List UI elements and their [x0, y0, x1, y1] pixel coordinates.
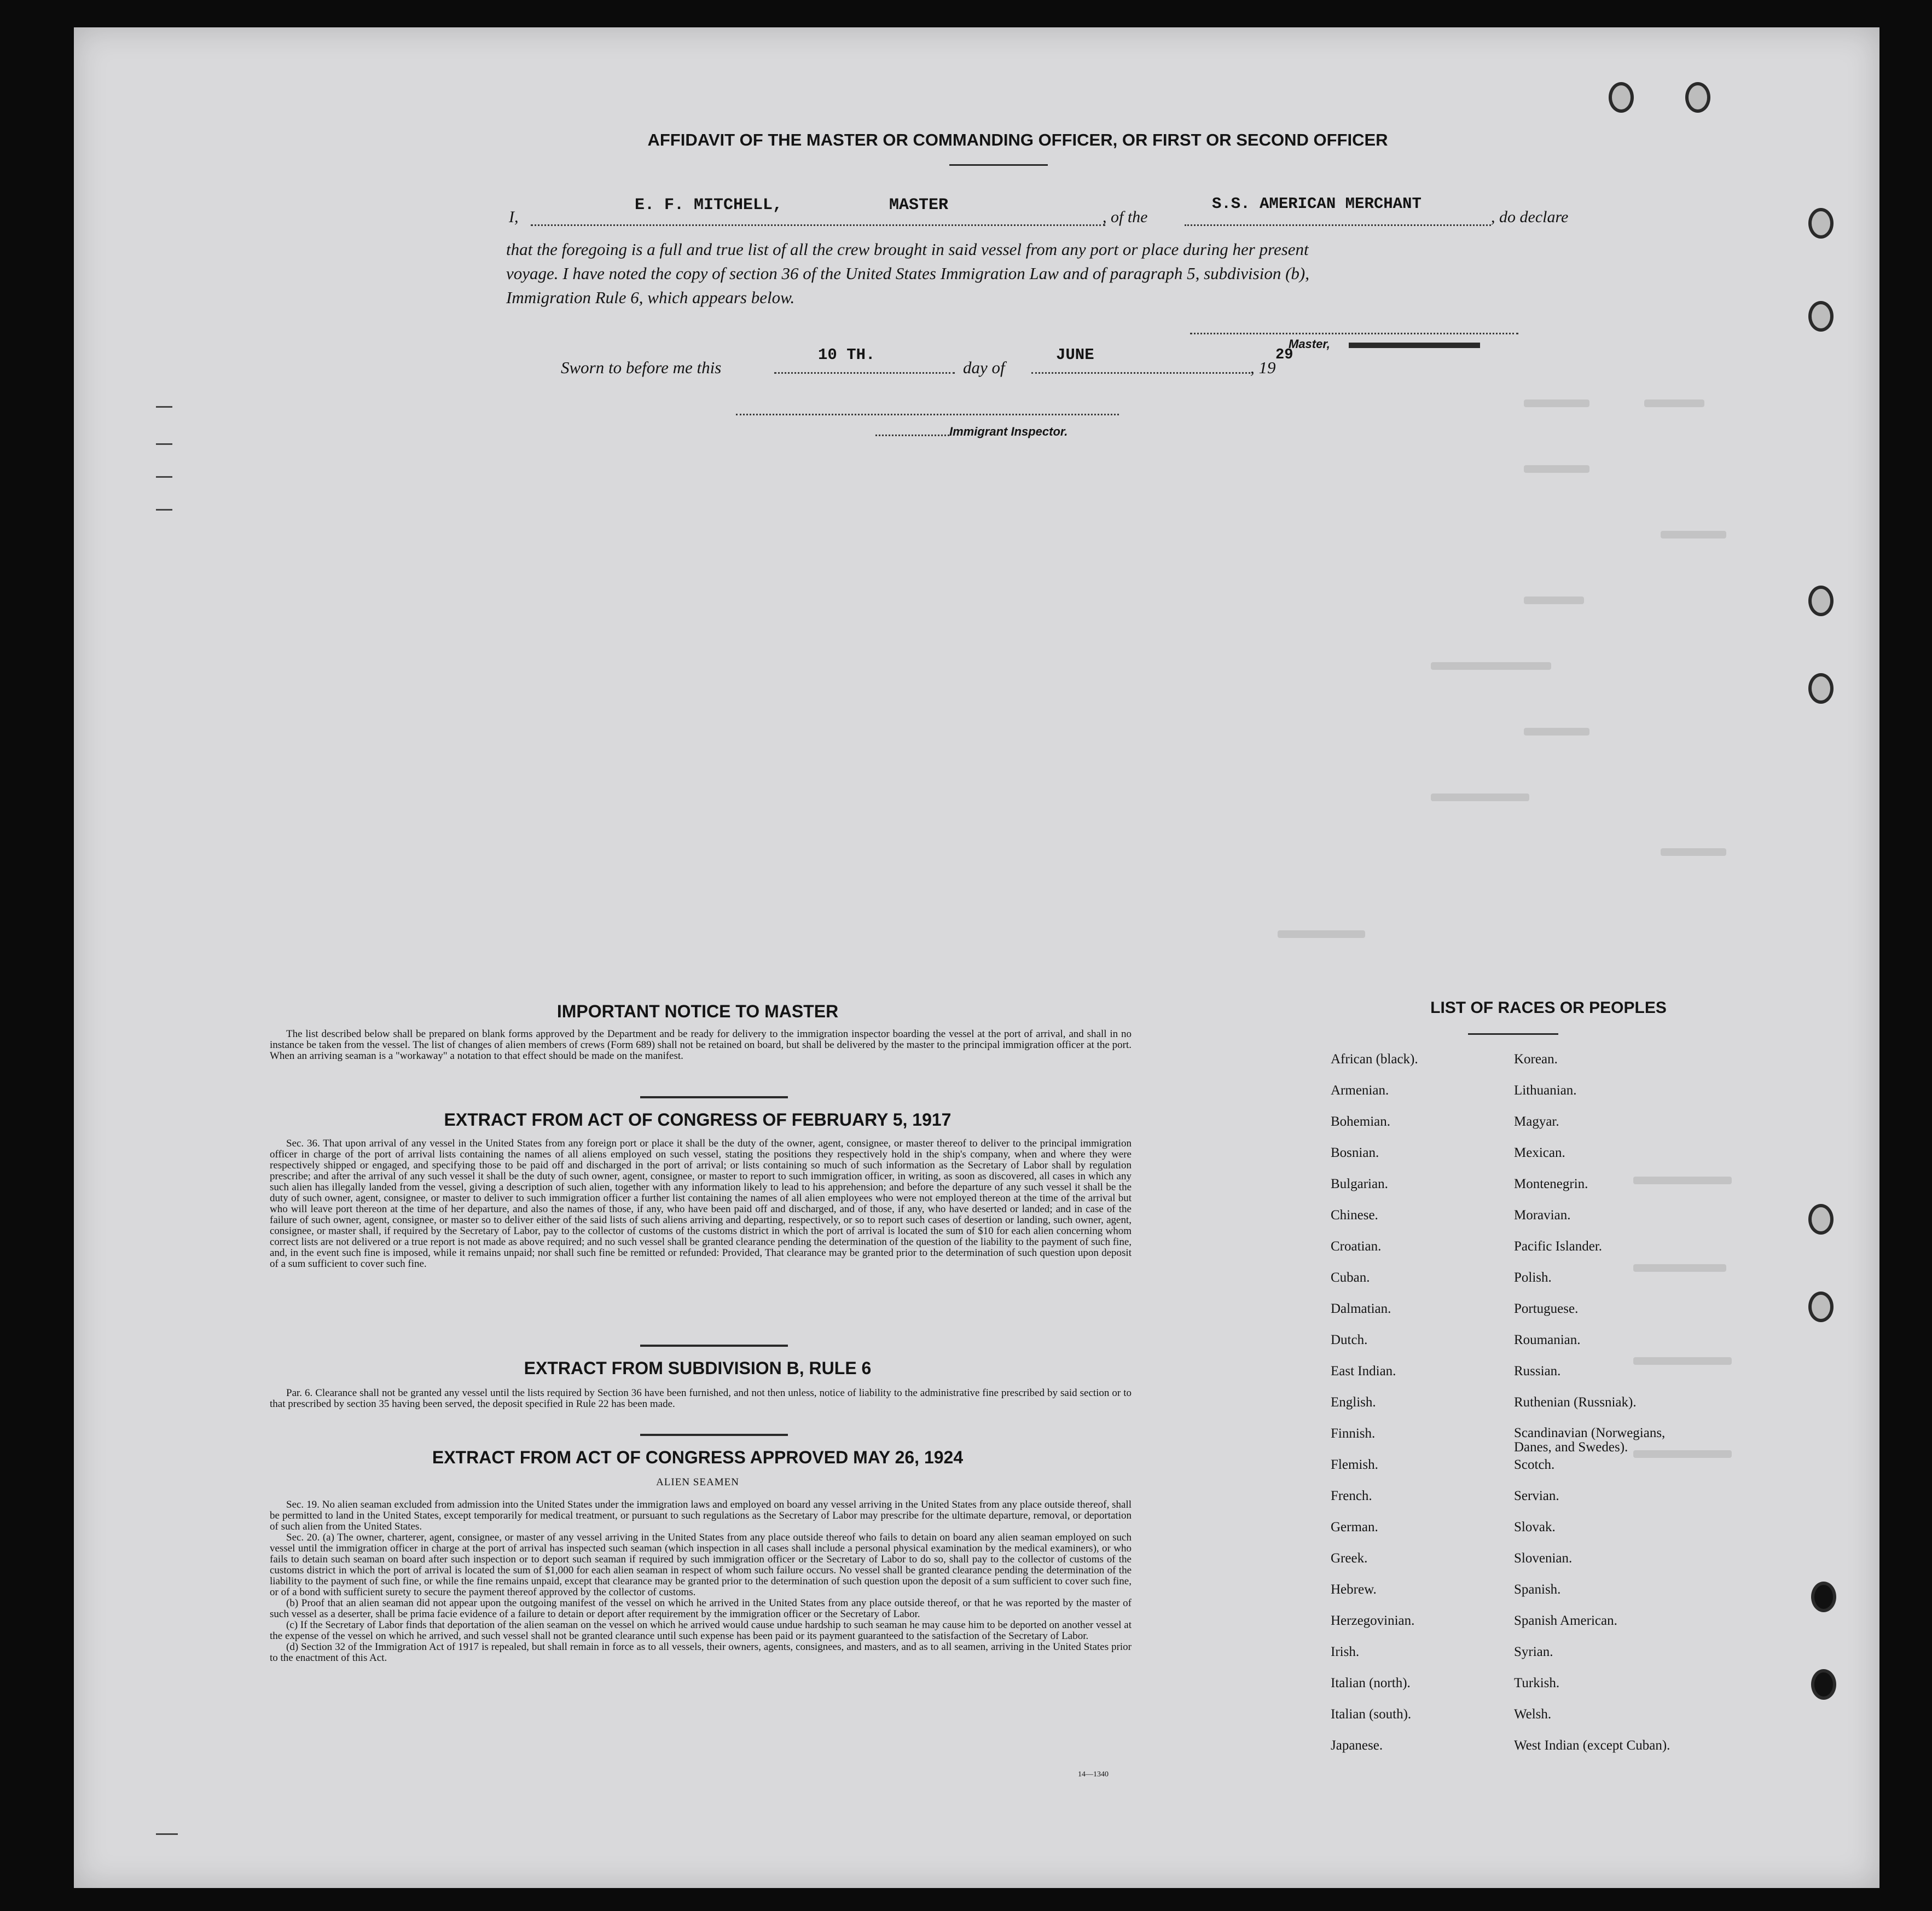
- race-item: Korean.: [1514, 1052, 1558, 1067]
- race-item: Mexican.: [1514, 1145, 1565, 1160]
- race-item: Montenegrin.: [1514, 1177, 1588, 1191]
- section-rule: [640, 1096, 788, 1098]
- race-item: Polish.: [1514, 1270, 1552, 1285]
- races-title-rule: [1468, 1033, 1558, 1035]
- race-item: Finnish.: [1331, 1426, 1376, 1441]
- race-item: Slovenian.: [1514, 1551, 1573, 1566]
- sworn-month: JUNE: [1056, 346, 1094, 364]
- race-item: Dalmatian.: [1331, 1301, 1391, 1316]
- struck-out-text: [1349, 343, 1480, 348]
- race-item: Dutch.: [1331, 1333, 1368, 1347]
- race-item: Italian (north).: [1331, 1676, 1411, 1690]
- inspector-signature-line-short: [875, 431, 949, 436]
- extract-1924-title: EXTRACT FROM ACT OF CONGRESS APPROVED MAY 26, 1924: [432, 1447, 964, 1467]
- notice-title: IMPORTANT NOTICE TO MASTER: [556, 1001, 839, 1021]
- race-item: West Indian (except Cuban).: [1514, 1738, 1670, 1753]
- master-name: E. F. MITCHELL,: [635, 196, 783, 215]
- race-item: Turkish.: [1514, 1676, 1560, 1690]
- sec-19-paragraph: Sec. 19. No alien seaman excluded from admission into the United States under the immigration laws and employed on board any vessel arriving in the United States from any place outside thereof, shall be permitted to land in the United States, except temporarily for medical treatment, or pursuant to such regulations as the Secretary of Labor may prescribe for the ultimate departure, removal, or deportation of such alien from the United States.: [270, 1499, 1132, 1532]
- race-item: Magyar.: [1514, 1114, 1559, 1129]
- do-declare-label: , do declare: [1491, 208, 1569, 226]
- affidavit-line-3: Immigration Rule 6, which appears below.: [506, 288, 795, 307]
- race-item: German.: [1331, 1520, 1378, 1534]
- title-rule: [949, 164, 1048, 166]
- race-item: Ruthenian (Russniak).: [1514, 1395, 1637, 1410]
- race-item: Welsh.: [1514, 1707, 1552, 1722]
- affidavit-title: AFFIDAVIT OF THE MASTER OR COMMANDING OFFICER, OR FIRST OR SECOND OFFICER: [647, 130, 1388, 149]
- master-rank: MASTER: [889, 196, 949, 215]
- punch-hole: [1808, 1292, 1834, 1322]
- notice-paragraph: The list described below shall be prepared on blank forms approved by the Department and be ready for delivery to the immigration inspector boarding the vessel at the port of arrival, and shall in no instance be taken from the vessel. The list of changes of alien members of crews (Form 689) shall not be retained on board, but shall be delivered by the master to the principal immigration officer at the port. When an arriving seaman is a "workaway" a notation to that effect should be made on the manifest.: [270, 1028, 1132, 1062]
- sworn-day: 10 TH.: [818, 346, 875, 364]
- day-of-label: day of: [963, 358, 1005, 377]
- race-item: Roumanian.: [1514, 1333, 1581, 1347]
- race-item: Scandinavian (Norwegians, Danes, and Swedes).: [1514, 1426, 1666, 1455]
- bleed-through-mark: [1278, 930, 1365, 938]
- race-item: Cuban.: [1331, 1270, 1370, 1285]
- bleed-through-mark: [1524, 399, 1589, 407]
- race-item: Herzegovinian.: [1331, 1613, 1415, 1628]
- punch-hole: [1808, 301, 1834, 332]
- bleed-through-mark: [1661, 848, 1726, 856]
- bleed-through-mark: [1431, 662, 1551, 670]
- race-item: Russian.: [1514, 1364, 1561, 1379]
- extract-1917-title: EXTRACT FROM ACT OF CONGRESS OF FEBRUARY 5, 1917: [444, 1110, 952, 1130]
- extract-1924-body: [270, 1499, 1132, 1664]
- extract-1917-body: [270, 1138, 1132, 1270]
- document-page: [74, 27, 1879, 1888]
- margin-mark: [156, 509, 172, 511]
- sworn-label: Sworn to before me this: [561, 358, 722, 377]
- race-item: Flemish.: [1331, 1457, 1378, 1472]
- inspector-signature-line: [736, 410, 1119, 415]
- punch-hole: [1685, 82, 1710, 113]
- margin-mark: [156, 476, 172, 478]
- affidavit-line-1: that the foregoing is a full and true list of all the crew brought in said vessel from any port or place during her present: [506, 240, 1309, 259]
- race-item: Portuguese.: [1514, 1301, 1579, 1316]
- sec-20c-paragraph: (c) If the Secretary of Labor finds that deportation of the alien seaman on the vessel on which he arrived would cause undue hardship to such seaman he may cause him to be deported on another vessel at the expense of the vessel on which he arrived, and such vessel shall not be granted clearance until such expense has been paid or its payment guaranteed to the satisfaction of the Secretary of Labor.: [270, 1619, 1132, 1642]
- bleed-through-mark: [1524, 728, 1589, 736]
- race-item: Irish.: [1331, 1644, 1360, 1659]
- sworn-year: 29: [1275, 347, 1293, 363]
- punch-hole: [1811, 1582, 1836, 1612]
- margin-mark: [156, 406, 172, 408]
- bleed-through-mark: [1431, 794, 1529, 801]
- section-rule: [640, 1434, 788, 1436]
- race-item: French.: [1331, 1489, 1372, 1503]
- race-item: Japanese.: [1331, 1738, 1383, 1753]
- master-signature-label: Master,: [1289, 337, 1330, 351]
- sec-20d-paragraph: (d) Section 32 of the Immigration Act of 1917 is repealed, but shall remain in force as to all vessels, their owners, agents, consignees, and masters, and as to all seamen, arriving in the United States prior to the enactment of this Act.: [270, 1641, 1132, 1664]
- affidavit-line-2: voyage. I have noted the copy of section 36 of the United States Immigration Law and of paragraph 5, subdivision (b),: [506, 264, 1309, 283]
- race-item: Pacific Islander.: [1514, 1239, 1603, 1254]
- punch-hole: [1808, 1204, 1834, 1235]
- race-item: Syrian.: [1514, 1644, 1553, 1659]
- race-item: Bulgarian.: [1331, 1177, 1388, 1191]
- bleed-through-mark: [1633, 1357, 1732, 1365]
- race-item: Lithuanian.: [1514, 1083, 1577, 1098]
- race-item: Chinese.: [1331, 1208, 1378, 1223]
- sec-20a-paragraph: Sec. 20. (a) The owner, charterer, agent, consignee, or master of any vessel arriving in the United States from any place outside thereof who fails to detain on board any alien seaman employed on such vessel until the immigration officer in charge at the port of arrival has inspected such seaman (which inspection in all cases shall include a personal physical examination by the medical examiners), or who fails to detain such seaman on board after such inspection or to deport such seaman if required by such immigration officer or the Secretary of Labor to do so, shall pay to the collector of customs of the customs district in which the port of arrival is located the sum of $1,000 for each alien seaman in respect of whom such failure occurs. No vessel shall be granted clearance pending the determination of the liability to the payment of such fine, or while the fine remains unpaid, except that clearance may be granted prior to the determination of such question upon the deposit of a sum sufficient to cover such fine, or of a bond with sufficient surety to secure the payment thereof approved by the collector of customs.: [270, 1532, 1132, 1598]
- sec-20b-paragraph: (b) Proof that an alien seaman did not appear upon the outgoing manifest of the vessel on which he arrived in the United States from any place outside thereof, or that he was reported by the master of such vessel as a deserter, shall be prima facie evidence of a failure to detain or deport after requirement by the immigration officer or the Secretary of Labor.: [270, 1597, 1132, 1620]
- vessel-name: S.S. AMERICAN MERCHANT: [1212, 195, 1422, 213]
- race-item: Scotch.: [1514, 1457, 1555, 1472]
- extract-rule-6-title: EXTRACT FROM SUBDIVISION B, RULE 6: [524, 1358, 872, 1378]
- form-number: 14—1340: [1078, 1770, 1109, 1779]
- bleed-through-mark: [1633, 1264, 1726, 1272]
- race-item: English.: [1331, 1395, 1376, 1410]
- race-item: Slovak.: [1514, 1520, 1556, 1534]
- margin-mark: [156, 1833, 178, 1835]
- master-name-line: [531, 198, 1105, 226]
- notice-body: [270, 1029, 1132, 1062]
- punch-hole: [1808, 673, 1834, 704]
- bleed-through-mark: [1633, 1177, 1732, 1184]
- punch-hole: [1808, 208, 1834, 239]
- race-item: Servian.: [1514, 1489, 1559, 1503]
- bleed-through-mark: [1661, 531, 1726, 538]
- inspector-label: Immigrant Inspector.: [949, 425, 1068, 438]
- race-item: Croatian.: [1331, 1239, 1382, 1254]
- of-the-label: , of the: [1103, 208, 1148, 226]
- bleed-through-mark: [1524, 465, 1589, 473]
- race-item: African (black).: [1331, 1052, 1418, 1067]
- master-signature-line: [1190, 329, 1518, 334]
- race-item: Moravian.: [1514, 1208, 1571, 1223]
- race-item: Armenian.: [1331, 1083, 1389, 1098]
- bleed-through-mark: [1644, 399, 1704, 407]
- alien-seamen-subtitle: ALIEN SEAMEN: [656, 1476, 739, 1488]
- race-item: Bosnian.: [1331, 1145, 1379, 1160]
- race-item: Italian (south).: [1331, 1707, 1412, 1722]
- margin-mark: [156, 443, 172, 445]
- year-prefix: , 19: [1250, 358, 1276, 377]
- affidavit-i-label: I,: [509, 208, 519, 226]
- par-6-paragraph: Par. 6. Clearance shall not be granted any vessel until the lists required by Section 36 have been furnished, and not then unless, notice of liability to the administrative fine prescribed by said section or to that prescribed by section 35 having been served, the deposit specified in Rule 22 has been made.: [270, 1387, 1132, 1410]
- race-item: Bohemian.: [1331, 1114, 1391, 1129]
- extract-rule-6-body: [270, 1388, 1132, 1410]
- race-item: Spanish American.: [1514, 1613, 1617, 1628]
- punch-hole: [1609, 82, 1634, 113]
- race-item: East Indian.: [1331, 1364, 1396, 1379]
- race-item: Spanish.: [1514, 1582, 1561, 1597]
- section-rule: [640, 1345, 788, 1347]
- punch-hole: [1811, 1669, 1836, 1700]
- race-item: Hebrew.: [1331, 1582, 1377, 1597]
- race-item: Greek.: [1331, 1551, 1368, 1566]
- punch-hole: [1808, 586, 1834, 616]
- races-title: LIST OF RACES OR PEOPLES: [1430, 999, 1667, 1017]
- sec-36-paragraph: Sec. 36. That upon arrival of any vessel in the United States from any foreign port or place it shall be the duty of the owner, agent, consignee, or master thereof to deliver to the principal immigration officer in charge of the port of arrival lists containing the names of all aliens employed on such vessel, stating the positions they respectively hold in the ship's company, when and where they were respectively shipped or engaged, and specifying those to be paid off and discharged in the port of arrival; or lists containing so much of such information as the Secretary of Labor shall by regulation prescribe; and after the arrival of any such vessel it shall be the duty of such owner, agent, consignee, or master to report to such immigration officer, in writing, as soon as discovered, all cases in which any such alien has illegally landed from the vessel, giving a description of such alien, together with any information likely to lead to his apprehension; and before the departure of any such vessel it shall be the duty of such owner, agent, consignee, or master to deliver to such immigration officer a further list containing the names of all alien employees who were not employed thereon at the time of the arrival but who will leave port thereon at the time of her departure, and also the names of those, if any, who have been paid off and discharged, and of those, if any, who have deserted or landed; and in case of the failure of such owner, agent, consignee, or master so to deliver either of the said lists of such aliens arriving and departing, respectively, or so to report such cases of desertion or landing, such owner, agent, consignee, or master shall, if required by the Secretary of Labor, pay to the collector of customs of the customs district in which the port of arrival is located the sum of $10 for each alien concerning whom correct lists are not delivered or a true report is not made as above required; and no such vessel shall be granted clearance pending the determination of the question of the liability to the payment of such fine, and, in the event such fine is imposed, while it remains unpaid; nor shall such fine be remitted or refunded: Provided, That clearance may be granted prior to the determination of such question upon deposit of a sum sufficient to cover such fine.: [270, 1138, 1132, 1270]
- bleed-through-mark: [1524, 597, 1584, 604]
